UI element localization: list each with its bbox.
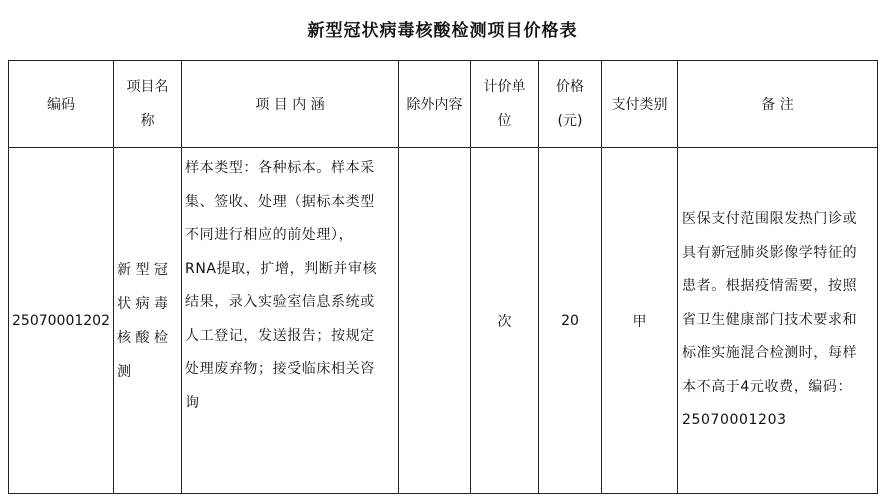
cell-code: 25070001202 — [9, 148, 114, 494]
header-price: 价格 (元) — [539, 61, 602, 148]
cell-name: 新 型 冠 状 病 毒 核 酸 检 测 — [114, 148, 182, 494]
cell-content: 样本类型：各种标本。样本采 集、签收、处理（据标本类型 不同进行相应的前处理）， RNA提取，扩增，判断并审核 结果，录入实验室信息系统或 人工登记，发送报告；按规定 处理废弃物；接受临床相关咨 询 — [182, 148, 399, 494]
cell-price: 20 — [539, 148, 602, 494]
cell-remark: 医保支付范围限发热门诊或 具有新冠肺炎影像学特征的 患者。根据疫情需要，按照 省卫生健康部门技术要求和 标准实施混合检测时，每样 本不高于4元收费，编码： 25070001203 — [678, 148, 878, 494]
header-remark: 备 注 — [678, 61, 878, 148]
header-exclusion: 除外内容 — [399, 61, 471, 148]
cell-exclusion — [399, 148, 471, 494]
price-table — [8, 60, 878, 494]
header-unit: 计价单 位 — [471, 61, 539, 148]
header-name: 项目名 称 — [114, 61, 182, 148]
cell-unit: 次 — [471, 148, 539, 494]
table-row — [9, 148, 878, 494]
header-row — [9, 61, 878, 148]
header-code: 编码 — [9, 61, 114, 148]
table-title: 新型冠状病毒核酸检测项目价格表 — [307, 21, 578, 41]
header-payment: 支付类别 — [602, 61, 678, 148]
cell-payment: 甲 — [602, 148, 678, 494]
header-content: 项 目 内 涵 — [182, 61, 399, 148]
